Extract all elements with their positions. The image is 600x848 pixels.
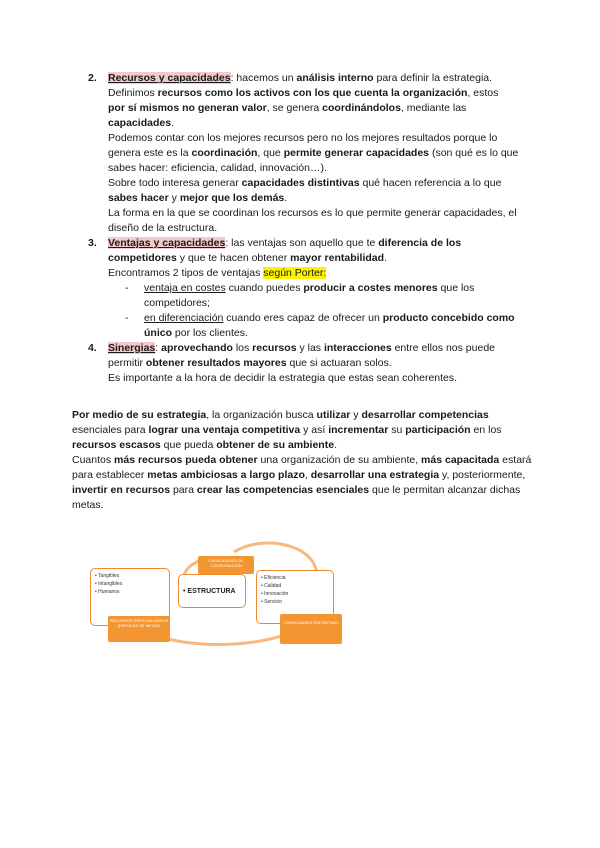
- paragraph: Podemos contar con los mejores recursos pero no los mejores resultados porque lo genera este es la coordinación, que permite generar capacidades (son qué es lo que sabes hacer: eficiencia, calidad, innovación…).: [108, 132, 519, 174]
- paragraph: Por medio de su estrategia, la organización busca utilizar y desarrollar competencias esenciales para lograr una ventaja competitiva y así incrementar su participación en los recursos escasos que pueda obtener de su ambiente.: [72, 409, 502, 451]
- resources-box: • Tangibles • Intangibles • Humanos: [90, 568, 170, 626]
- sub-list-item: - en diferenciación cuando eres capaz de ofrecer un producto concebido como único por los clientes.: [125, 312, 515, 339]
- resources-capabilities-diagram: [88, 536, 350, 664]
- paragraph: Cuantos más recursos pueda obtener una organización de su ambiente, más capacitada estará para establecer metas ambiciosas a largo plazo, desarrollar una estrategia y, posteriormente, invertir en recursos para crear las competencias esenciales que le permitan alcanzar dichas metas.: [72, 454, 532, 511]
- sub-list-item: - ventaja en costes cuando puedes producir a costes menores que los competidores;: [125, 282, 475, 309]
- item-heading: Recursos y capacidades: [108, 72, 231, 84]
- structure-box: [178, 574, 246, 608]
- item-number: 3.: [88, 237, 97, 249]
- list-item-2: 2. Recursos y capacidades: hacemos un análisis interno para definir la estrategia. Definimos recursos como los activos con los que cuenta la organización, estos por sí mismos no generan valor, se genera coordinándolos, mediante las capacidades. Podemos contar con los mejores recursos pero no los mejores resultados porque lo genera este es la coordinación, que permite generar capacidades (son qué es lo que sabes hacer: eficiencia, calidad, innovación…). Sobre todo interesa generar capacidades distintivas qué hacen referencia a lo que sabes hacer y mejor que los demás. La forma en la que se coordinan los recursos es lo que permite generar capacidades, el diseño de la estructura.: [88, 71, 528, 236]
- resources-tag: RECURSOS ESPECIALIZADOS (DIFÍCILES DE IMITAR): [108, 616, 170, 642]
- body-text: [72, 408, 532, 513]
- capabilities-box: • Eficiencia • Calidad • Innovación • Servicio: [256, 570, 334, 624]
- paragraph: Sobre todo interesa generar capacidades distintivas qué hacen referencia a lo que sabes hacer y mejor que los demás.: [108, 177, 502, 204]
- highlight: según Porter:: [263, 267, 327, 279]
- item-number: 4.: [88, 342, 97, 354]
- paragraph: La forma en la que se coordinan los recursos es lo que permite generar capacidades, el diseño de la estructura.: [108, 207, 517, 234]
- list-item-3: 3. Ventajas y capacidades: las ventajas son aquello que te diferencia de los competidores y que te hacen obtener mayor rentabilidad. Encontramos 2 tipos de ventajas según Porter: - ventaja en costes cuando puedes producir a costes menores que los competidores; - en diferenciación cuando eres capaz de ofrecer un producto concebido como único por los clientes.: [88, 236, 528, 341]
- distinctive-capabilities-tag: CAPACIDADES DISTINTIVAS: [280, 614, 342, 644]
- item-heading: Ventajas y capacidades: [108, 237, 226, 249]
- numbered-list: [88, 71, 528, 386]
- coordination-tag: CAPACIDADES DE COORDINACIÓN: [198, 556, 254, 574]
- list-item-4: 4. Sinergias: aprovechando los recursos y las interacciones entre ellos nos puede permitir obtener resultados mayores que si actuaran solos. Es importante a la hora de decidir la estrategia que estas sean coherentes.: [88, 342, 495, 384]
- item-heading: Sinergias: [108, 342, 156, 354]
- structure-label: • ESTRUCTURA: [183, 588, 236, 595]
- item-number: 2.: [88, 72, 97, 84]
